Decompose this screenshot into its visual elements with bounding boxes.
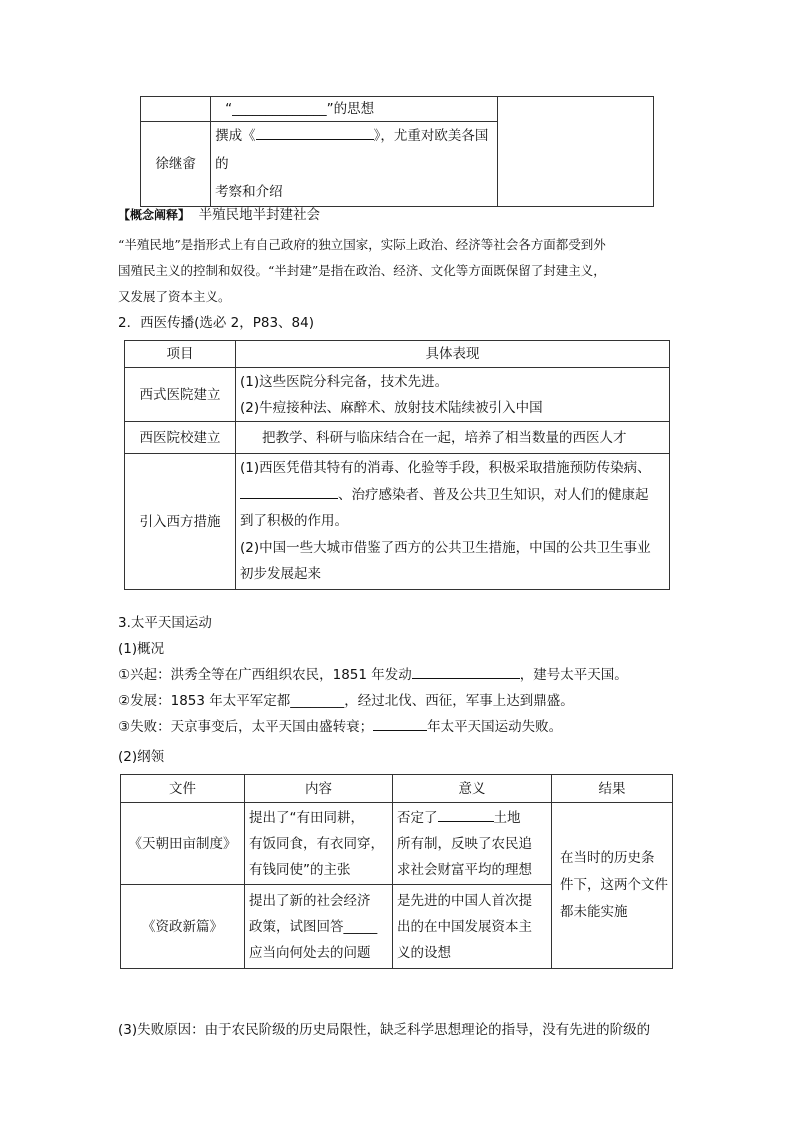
concept-heading: 【概念阐释】 半殖民地半封建社会	[118, 207, 321, 223]
header-item: 项目	[125, 341, 236, 368]
doc-zizheng: 《资政新篇》	[121, 885, 245, 969]
row-hospital-detail: (1)这些医院分科完备，技术先进。 (2)牛痘接种法、麻醉术、放射技术陆续被引入中国	[236, 368, 670, 422]
header-document: 文件	[121, 775, 245, 803]
western-medicine-table	[124, 340, 670, 590]
header-content: 内容	[245, 775, 393, 803]
doc-tianchao: 《天朝田亩制度》	[121, 803, 245, 885]
top-table	[140, 96, 654, 207]
row-measures-detail: (1)西医凭借其特有的消毒、化验等手段，积极采取措施预防传染病、 、治疗感染者、普及公共卫生知识，对人们的健康起 到了积极的作用。 (2)中国一些大城市借鉴了西方的公共卫生措施，中国的公共卫生事业 初步发展起来	[236, 454, 670, 590]
concept-line: 国殖民主义的控制和奴役。“半封建”是指在政治、经济、文化等方面既保留了封建主义，	[118, 263, 606, 278]
overview-heading: (1)概况	[118, 641, 165, 657]
tianchao-content: 提出了“有田同耕， 有饭同食，有衣同穿， 有钱同使”的主张	[245, 803, 393, 885]
concept-body	[118, 232, 606, 310]
top-row1-text: “______________”的思想	[211, 97, 497, 122]
row-school-name: 西医院校建立	[125, 422, 236, 454]
top-row1-name-cell	[141, 97, 211, 122]
failure-reason-line: (3)失败原因：由于农民阶级的历史局限性，缺乏科学思想理论的指导，没有先进的阶级的	[118, 1022, 651, 1038]
zizheng-content: 提出了新的社会经济 政策，试图回答_____ 应当向何处去的问题	[245, 885, 393, 969]
top-right-cell	[497, 97, 653, 207]
program-heading: (2)纲领	[118, 749, 165, 765]
zizheng-significance: 是先进的中国人首次提 出的在中国发展资本主 义的设想	[393, 885, 552, 969]
failure-line: ③失败：天京事变后，太平天国由盛转衰； 年太平天国运动失败。	[118, 715, 562, 739]
concept-line: “半殖民地”是指形式上有自己政府的独立国家，实际上政治、经济等社会各方面都受到外	[118, 237, 606, 252]
tianchao-significance: 否定了 土地 所有制，反映了农民追 求社会财富平均的理想	[393, 803, 552, 885]
header-detail: 具体表现	[236, 341, 670, 368]
development-line: ②发展：1853 年太平军定都________，经过北伐、西征，军事上达到鼎盛。	[118, 693, 574, 709]
row-school-detail: 把教学、科研与临床结合在一起，培养了相当数量的西医人才	[236, 422, 670, 454]
program-table	[120, 774, 673, 969]
row-hospital-name: 西式医院建立	[125, 368, 236, 422]
section3-heading: 3.太平天国运动	[118, 615, 212, 631]
rise-line: ①兴起：洪秀全等在广西组织农民，1851 年发动 ，建号太平天国。	[118, 663, 628, 687]
header-result: 结果	[552, 775, 673, 803]
top-row2-name: 徐继畲	[141, 122, 211, 207]
concept-line: 又发展了资本主义。	[118, 289, 231, 304]
top-row2-text: 撰成《 》，尤重对欧美各国的 考察和介绍	[211, 122, 497, 207]
result-cell: 在当时的历史条 件下，这两个文件 都未能实施	[552, 803, 673, 969]
section2-heading: 2．西医传播(选必 2，P83、84)	[118, 315, 315, 331]
row-measures-name: 引入西方措施	[125, 454, 236, 590]
header-significance: 意义	[393, 775, 552, 803]
